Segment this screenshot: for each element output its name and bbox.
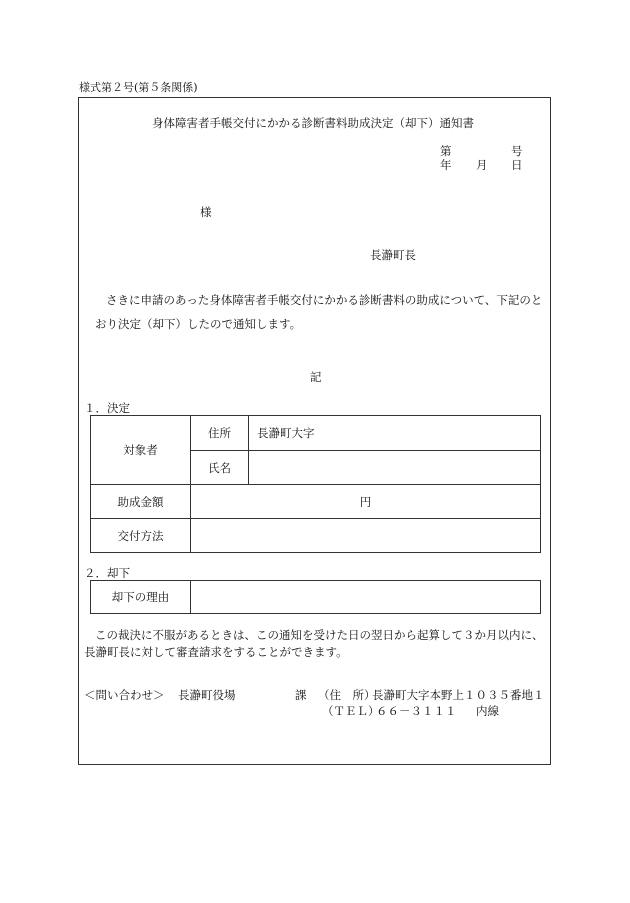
contact-label: ＜問い合わせ＞ (84, 688, 165, 702)
contact-extension: 内線 (476, 704, 499, 718)
date-year: 年 (440, 158, 452, 172)
document-title: 身体障害者手帳交付にかかる診断書料助成決定（却下）通知書 (152, 116, 474, 130)
section1-heading: １．決定 (84, 401, 130, 415)
notice-line-1: この裁決に不服があるときは、この通知を受けた日の翌日から起算して３か月以内に、 (95, 628, 544, 642)
address-value: 長瀞町大字 (257, 426, 315, 440)
rejection-table (90, 580, 541, 614)
method-label: 交付方法 (117, 528, 164, 543)
reason-label-cell (91, 581, 191, 614)
address-value-cell (249, 416, 541, 451)
method-value-cell (191, 519, 541, 553)
amount-value-cell (191, 485, 541, 519)
name-label: 氏名 (208, 460, 231, 475)
body-line-1: さきに申請のあった身体障害者手帳交付にかかる診断書料の助成について、下記のと (106, 293, 543, 307)
amount-label: 助成金額 (117, 494, 164, 509)
issuer-name: 長瀞町長 (370, 248, 416, 262)
amount-unit: 円 (359, 494, 372, 509)
date-month: 月 (476, 158, 488, 172)
doc-number-suffix: 号 (511, 144, 523, 158)
contact-tel-label: （ＴＥＬ） (322, 704, 380, 718)
ki-heading: 記 (310, 370, 322, 384)
reason-label: 却下の理由 (111, 590, 170, 604)
contact-tel: ６６－３１１１ (376, 704, 457, 718)
recipient-suffix: 様 (200, 205, 212, 219)
reason-value-cell (191, 581, 541, 614)
subject-label-cell (91, 416, 191, 485)
form-label: 様式第２号(第５条関係) (79, 81, 198, 94)
contact-office: 長瀞町役場 (178, 688, 236, 702)
method-label-cell (91, 519, 191, 553)
name-label-cell (191, 451, 249, 485)
amount-label-cell (91, 485, 191, 519)
date-day: 日 (511, 158, 523, 172)
body-line-2: おり決定（却下）したので通知します。 (95, 317, 302, 331)
decision-table (90, 415, 541, 553)
address-label: 住所 (208, 426, 231, 440)
subject-label: 対象者 (123, 443, 158, 457)
section2-heading: ２．却下 (84, 566, 130, 580)
address-label-cell (191, 416, 249, 451)
name-value-cell (249, 451, 541, 485)
contact-address: 長瀞町大字本野上１０３５番地１ (372, 688, 545, 702)
contact-address-label: （住 所） (318, 688, 376, 702)
doc-number-prefix: 第 (440, 144, 452, 158)
notice-line-2: 長瀞町長に対して審査請求をすることができます。 (84, 645, 348, 659)
contact-section: 課 (295, 688, 307, 702)
